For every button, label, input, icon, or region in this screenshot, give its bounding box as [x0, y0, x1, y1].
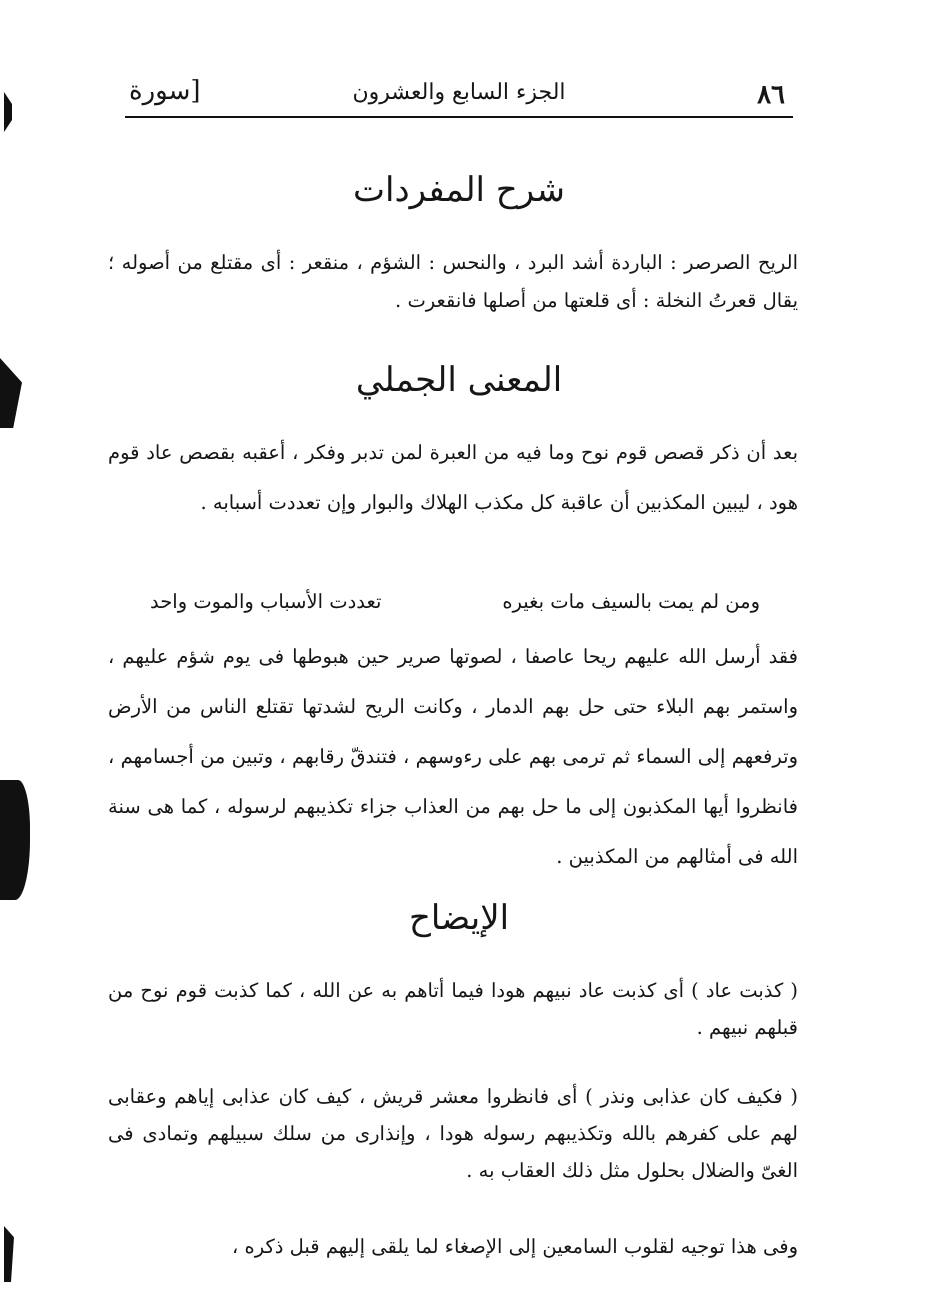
verse-second-hemistich: تعددت الأسباب والموت واحد [150, 590, 382, 613]
header-rule [125, 116, 793, 118]
surah-label: [سورة [129, 76, 201, 106]
scan-mark-1 [4, 92, 12, 132]
general-paragraph-1: بعد أن ذكر قصص قوم نوح وما فيه من العبرة لمن تدبر وفكر ، أعقبه بقصص عاد قوم هود ، ليبين المكذبين أن عاقبة كل مكذب الهلاك والبوار وإن تعددت أسبابه . [108, 441, 798, 514]
page-number: ٨٦ [757, 80, 785, 110]
verse-first-hemistich: ومن لم يمت بالسيف مات بغيره [502, 590, 760, 613]
general-heading: المعنى الجملي [355, 360, 563, 400]
running-header [125, 74, 793, 118]
explanation-heading: الإيضاح [408, 898, 510, 938]
poetry-verse [150, 590, 760, 613]
explanation-paragraph-3: وفى هذا توجيه لقلوب السامعين إلى الإصغاء لما يلقى إليهم قبل ذكره ، [232, 1235, 798, 1258]
general-paragraph-2: فقد أرسل الله عليهم ريحا عاصفا ، لصوتها صرير حين هبوطها فى يوم شؤم عليهم ، واستمر بهم البلاء حتى حل بهم الدمار ، وكانت الريح لشدتها تقتلع الناس من الأرض وترفعهم إلى السماء ثم ترمى بهم على رءوسهم ، فتندقّ رقابهم ، وتبين من أجسامهم ، فانظروا أيها المكذبون إلى ما حل بهم من العذاب جزاء تكذيبهم لرسوله ، كما هى سنة الله فى أمثالهم من المكذبين . [108, 645, 798, 868]
scan-mark-2 [0, 358, 22, 428]
scan-mark-3 [0, 780, 30, 900]
part-title: الجزء السابع والعشرون [352, 80, 566, 105]
explanation-paragraph-1: ( كذبت عاد ) أى كذبت عاد نبيهم هودا فيما أتاهم به عن الله ، كما كذبت قوم نوح من قبلهم نبيهم . [108, 979, 798, 1039]
scan-mark-4 [4, 1226, 14, 1282]
vocab-text: الريح الصرصر : الباردة أشد البرد ، والنحس : الشؤم ، منقعر : أى مقتلع من أصوله ؛ يقال قعرتُ النخلة : أى قلعتها من أصلها فانقعرت . [108, 251, 798, 312]
explanation-paragraph-2: ( فكيف كان عذابى ونذر ) أى فانظروا معشر قريش ، كيف كان عذابى إياهم وعقابى لهم على كفرهم بالله وتكذيبهم رسوله هودا ، وإنذارى من سلك سبيلهم وتمادى فى الغىّ والضلال بحلول مثل ذلك العقاب به . [108, 1085, 798, 1182]
vocab-heading: شرح المفردات [352, 170, 566, 210]
